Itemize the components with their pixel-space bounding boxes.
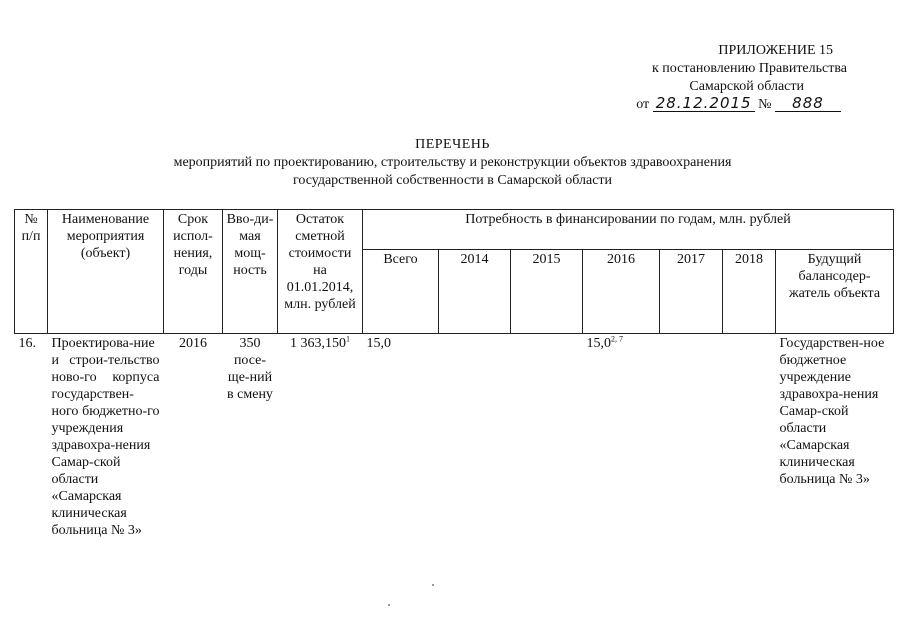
row-num: 16. bbox=[18, 336, 36, 351]
header-num: № п/п bbox=[15, 210, 48, 334]
document-header bbox=[636, 42, 847, 114]
row-name: Проектирова-ние и строи-тельство ново-го корпуса государствен-ного бюджетно-го учреждения здравохра-нения Самар-ской области «Самарская клиническая больница № 3» bbox=[51, 336, 160, 538]
row-2014 bbox=[439, 334, 511, 541]
region-label: Самарской области bbox=[689, 79, 804, 94]
from-label: от bbox=[636, 97, 650, 112]
header-remaining-cost: Остаток сметной стоимости на 01.01.2014, млн. рублей bbox=[278, 210, 363, 334]
title-line-2: мероприятий по проектированию, строительству и реконструкции объектов здравоохранения bbox=[173, 155, 732, 170]
number-label: № bbox=[758, 97, 772, 112]
scan-speck bbox=[432, 584, 434, 586]
handwritten-date: 28.12.2015 bbox=[653, 96, 755, 112]
date-number-line bbox=[636, 96, 847, 114]
header-name: Наименование мероприятия (объект) bbox=[48, 210, 164, 334]
row-2016-note: 2, 7 bbox=[611, 334, 623, 344]
row-holder: Государствен-ное бюджетное учреждение здравохра-нения Самар-ской области «Самарская клиническая больница № 3» bbox=[779, 336, 885, 487]
header-2018: 2018 bbox=[723, 250, 776, 334]
row-2015 bbox=[511, 334, 583, 541]
projects-table bbox=[14, 209, 894, 540]
header-capacity: Вво-ди-мая мощ-ность bbox=[223, 210, 278, 334]
row-remaining-cell bbox=[278, 334, 363, 541]
row-2016-cell bbox=[583, 334, 660, 541]
resolution-label: к постановлению Правительства bbox=[651, 61, 847, 76]
header-total: Всего bbox=[363, 250, 439, 334]
row-remaining: 1 363,150 bbox=[290, 336, 346, 351]
header-term: Срок испол-нения, годы bbox=[164, 210, 223, 334]
document-title bbox=[0, 136, 905, 190]
header-2015: 2015 bbox=[511, 250, 583, 334]
header-2016: 2016 bbox=[583, 250, 660, 334]
row-remaining-note: 1 bbox=[346, 334, 350, 344]
title-line-3: государственной собственности в Самарской области bbox=[292, 173, 613, 188]
handwritten-number: 888 bbox=[775, 96, 841, 112]
table-row bbox=[15, 334, 894, 541]
row-2017 bbox=[660, 334, 723, 541]
header-2017: 2017 bbox=[660, 250, 723, 334]
header-financing: Потребность в финансировании по годам, млн. рублей bbox=[363, 210, 894, 250]
row-2018 bbox=[723, 334, 776, 541]
row-total: 15,0 bbox=[366, 336, 391, 351]
header-2014: 2014 bbox=[439, 250, 511, 334]
scan-speck bbox=[388, 604, 390, 606]
appendix-label: ПРИЛОЖЕНИЕ 15 bbox=[718, 43, 833, 58]
title-line-1: ПЕРЕЧЕНЬ bbox=[415, 137, 490, 152]
row-2016: 15,0 bbox=[586, 336, 611, 351]
row-term: 2016 bbox=[179, 336, 207, 351]
row-capacity: 350 посе-ще-ний в смену bbox=[227, 336, 273, 402]
header-holder: Будущий балансодер-жатель объекта bbox=[776, 250, 894, 334]
